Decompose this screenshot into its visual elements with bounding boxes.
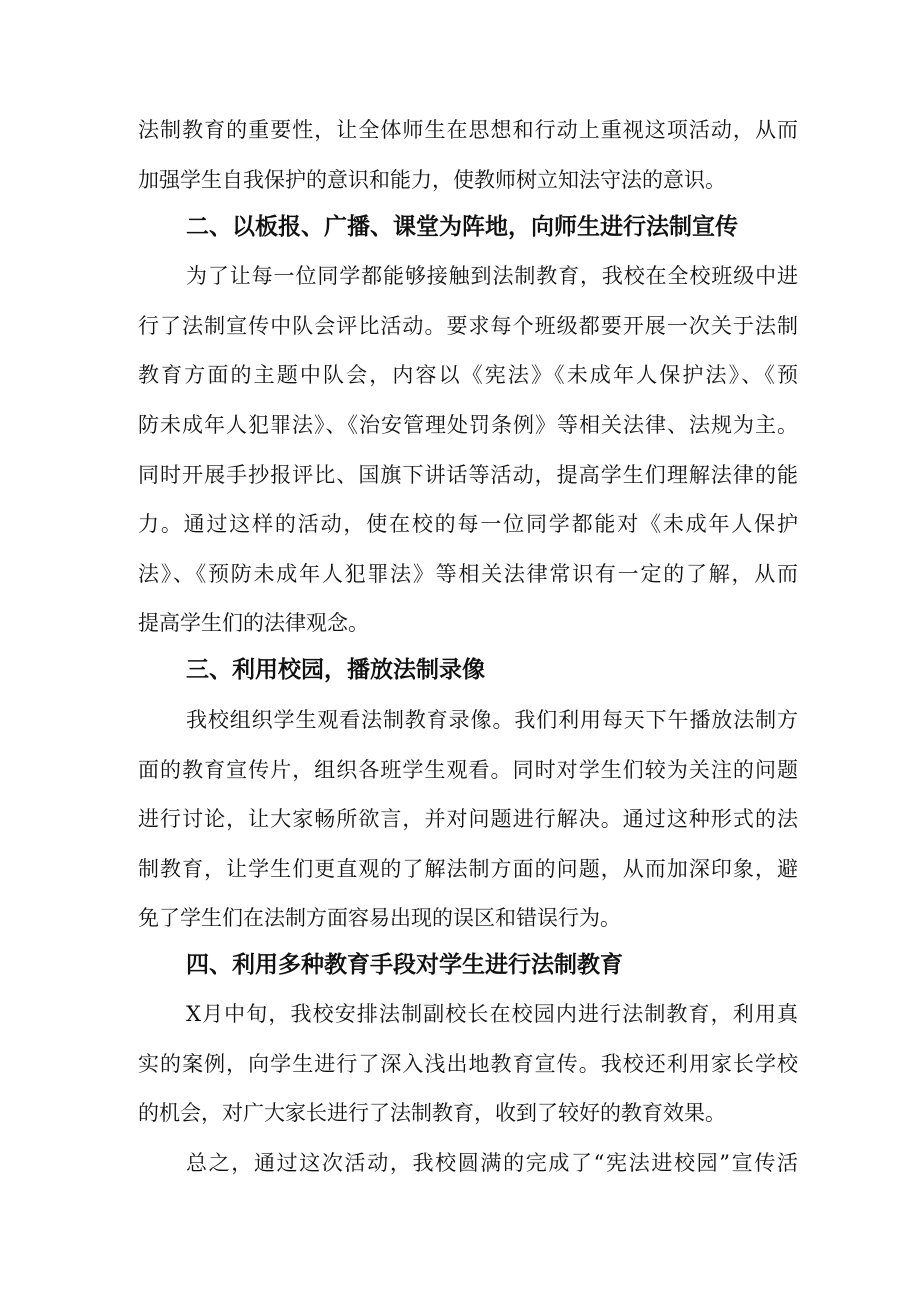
paragraph-line: 提高学生们的法律观念。: [138, 611, 369, 635]
paragraph-line: 的机会，对广大家长进行了法制教育，收到了较好的教育效果。: [138, 1101, 726, 1125]
paragraph-line: 力。通过这样的活动，使在校的每一位同学都能对《未成年人保护: [138, 512, 798, 536]
section-heading: 二、以板报、广播、课堂为阵地，向师生进行法制宣传: [186, 214, 738, 240]
paragraph-line: 为了让每一位同学都能够接触到法制教育，我校在全校班级中进: [186, 264, 798, 288]
paragraph-line: 进行讨论，让大家畅所欲言，并对问题进行解决。通过这种形式的法: [138, 807, 798, 831]
paragraph-line: 我校组织学生观看法制教育录像。我们利用每天下午播放法制方: [186, 708, 798, 732]
paragraph-line: 免了学生们在法制方面容易出现的误区和错误行为。: [138, 906, 621, 930]
paragraph-line: 制教育，让学生们更直观的了解法制方面的问题，从而加深印象，避: [138, 857, 798, 881]
section-heading: 三、利用校园，播放法制录像: [186, 657, 485, 683]
paragraph-line: 面的教育宣传片，组织各班学生观看。同时对学生们较为关注的问题: [138, 758, 798, 782]
paragraph-line: 法》、《预防未成年人犯罪法》等相关法律常识有一定的了解，从而: [138, 562, 798, 586]
paragraph-line: 实的案例，向学生进行了深入浅出地教育宣传。我校还利用家长学校: [138, 1052, 798, 1076]
paragraph-line: 防未成年人犯罪法》、《治安管理处罚条例》等相关法律、法规为主。: [138, 413, 798, 437]
paragraph-line: 总之，通过这次活动，我校圆满的完成了“宪法进校园”宣传活: [186, 1151, 798, 1175]
paragraph-line: 同时开展手抄报评比、国旗下讲话等活动，提高学生们理解法律的能: [138, 463, 798, 487]
paragraph-line: 加强学生自我保护的意识和能力，使教师树立知法守法的意识。: [138, 168, 726, 192]
paragraph-line: 法制教育的重要性，让全体师生在思想和行动上重视这项活动，从而: [138, 118, 798, 142]
section-heading: 四、利用多种教育手段对学生进行法制教育: [186, 952, 623, 978]
paragraph-line: 行了法制宣传中队会评比活动。要求每个班级都要开展一次关于法制: [138, 314, 798, 338]
paragraph-line: X月中旬，我校安排法制副校长在校园内进行法制教育，利用真: [186, 1002, 798, 1026]
paragraph-line: 教育方面的主题中队会，内容以《宪法》《未成年人保护法》、《预: [138, 363, 798, 387]
